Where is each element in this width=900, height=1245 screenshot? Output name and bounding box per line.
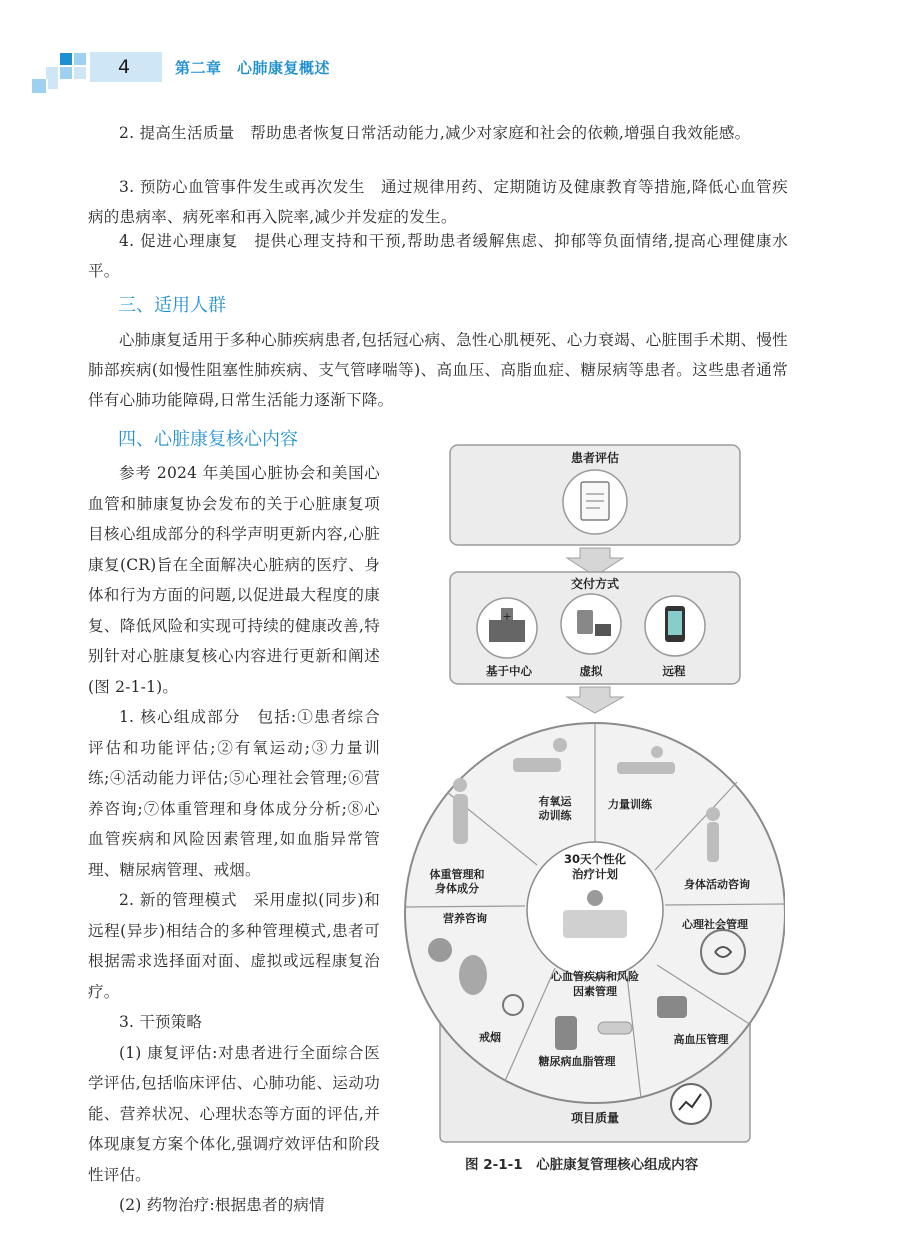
cardiac-rehab-figure [395,440,785,1145]
delivery-center: 基于中心 [486,664,532,678]
segment-strength: 力量训练 [608,798,652,811]
quality-badge-icon [671,1084,711,1124]
segment-nutrition: 营养咨询 [443,912,487,925]
segment-activity: 身体活动咨询 [684,878,750,891]
left-column-text [88,458,380,1221]
chapter-title: 第二章 心肺康复概述 [175,59,331,77]
segment-diabetes-lipids: 糖尿病血脂管理 [538,1055,616,1068]
figure-caption: 图 2-1-1 心脏康复管理核心组成内容 [465,1157,699,1173]
segment-aerobic-line2: 动训练 [538,809,572,822]
down-arrow-icon [567,687,623,713]
paragraph-psych-recovery: 4. 促进心理康复 提供心理支持和干预,帮助患者缓解焦虑、抑郁等负面情绪,提高心理健康水平。 [88,232,788,280]
delivery-label: 交付方式 [570,577,620,591]
paragraph-intro: 参考 2024 年美国心脏协会和美国心血管和肺康复协会发布的关于心脏康复项目核心组成部分的科学声明更新内容,心脏康复(CR)旨在全面解决心脏病的医疗、身体和行为方面的问题,以促进最大程度的康复、降低风险和实现可持续的健康改善,特别针对心脏康复核心内容进行更新和阐述(图 2-1-1)。 [88,464,380,696]
segment-weight-line1: 体重管理和 [429,868,485,881]
hub-label-line1: 30天个性化 [563,852,627,866]
patient-assessment-label: 患者评估 [570,451,620,465]
segment-cvd-line1: 心血管疾病和风险 [551,970,639,983]
hub-label-line2: 治疗计划 [572,867,618,881]
segment-weight-line2: 身体成分 [435,882,479,895]
page-number: 4 [118,56,131,78]
paragraph-assessment: (1) 康复评估:对患者进行全面综合医学评估,包括临床评估、心肺功能、运动功能、营养状况、心理状态等方面的评估,并体现康复方案个体化,强调疗效评估和阶段性评估。 [88,1043,380,1184]
paragraph-strategy-heading: 3. 干预策略 [119,1013,203,1031]
section-heading-population: 三、适用人群 [118,295,226,316]
segment-smoking: 戒烟 [479,1031,501,1044]
paragraph-new-model: 2. 新的管理模式 采用虚拟(同步)和远程(异步)相结合的多种管理模式,患者可根据需求选择面对面、虚拟或远程康复治疗。 [88,891,380,1001]
segment-cvd-line2: 因素管理 [573,985,617,998]
paragraph-population: 心肺康复适用于多种心肺疾病患者,包括冠心病、急性心肌梗死、心力衰竭、心脏围手术期、慢性肺部疾病(如慢性阻塞性肺疾病、支气管哮喘等)、高血压、高脂血症、糖尿病等患者。这些患者通常伴有心肺功能障碍,日常生活能力逐渐下降。 [88,331,788,409]
delivery-remote: 远程 [662,664,686,678]
treadmill-icon [563,910,627,938]
segment-aerobic-line1: 有氧运 [538,795,572,808]
paragraph-prevent-events: 3. 预防心血管事件发生或再次发生 通过规律用药、定期随访及健康教育等措施,降低心血管疾病的患病率、病死率和再入院率,减少并发症的发生。 [88,178,788,226]
delivery-virtual: 虚拟 [579,664,603,678]
segment-blood-pressure: 高血压管理 [673,1033,729,1046]
paragraph-core-components: 1. 核心组成部分 包括:①患者综合评估和功能评估;②有氧运动;③力量训练;④活动能力评估;⑤心理社会管理;⑥营养咨询;⑦体重管理和身体成分分析;⑧心血管疾病和风险因素管理,如血脂异常管理、糖尿病管理、戒烟。 [88,708,380,879]
program-quality-label: 项目质量 [570,1111,620,1125]
paragraph-quality-of-life: 2. 提高生活质量 帮助患者恢复日常活动能力,减少对家庭和社会的依赖,增强自我效能感。 [119,124,751,142]
segment-psychosocial: 心理社会管理 [682,918,748,931]
section-heading-core-content: 四、心脏康复核心内容 [118,429,298,450]
svg-text:+: + [502,610,512,623]
paragraph-medication: (2) 药物治疗:根据患者的病情 [119,1196,325,1214]
